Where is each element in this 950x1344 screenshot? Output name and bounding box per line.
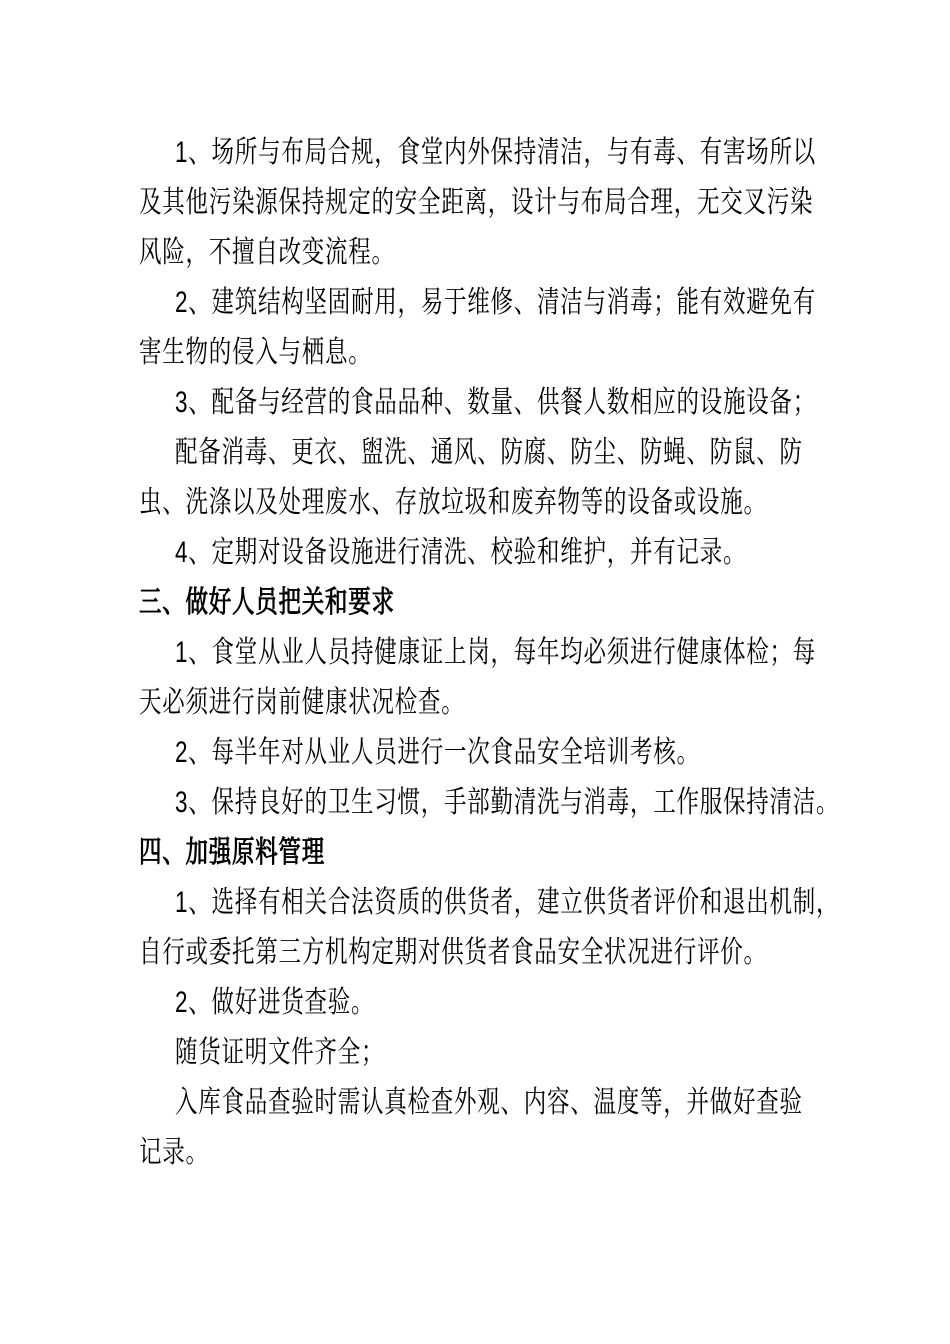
- paragraph: [139, 978, 829, 1028]
- text-line: 自行或委托第三方机构定期对供货者食品安全状况进行评价。: [139, 936, 767, 969]
- text-line: 3、保持良好的卫生习惯，手部勤清洗与消毒，工作服保持清洁。: [175, 786, 840, 819]
- text-line: 配备消毒、更衣、盥洗、通风、防腐、防尘、防蝇、防鼠、防: [175, 436, 803, 469]
- paragraph: [139, 278, 829, 378]
- paragraph: [139, 378, 829, 428]
- text-line: 2、做好进货查验。: [175, 986, 375, 1019]
- text-line: 天必须进行岗前健康状况检查。: [139, 686, 465, 719]
- paragraph: [139, 428, 829, 528]
- paragraph: [139, 628, 829, 728]
- section-heading: [139, 578, 829, 628]
- heading-line: 四、加强原料管理: [139, 836, 325, 869]
- text-line: 2、建筑结构坚固耐用，易于维修、清洁与消毒；能有效避免有: [175, 286, 817, 319]
- document-content: [139, 128, 840, 1178]
- text-line: 记录。: [139, 1136, 209, 1169]
- section-heading: [139, 828, 829, 878]
- paragraph: [139, 128, 829, 278]
- text-line: 2、每半年对从业人员进行一次食品安全培训考核。: [175, 736, 700, 769]
- text-line: 及其他污染源保持规定的安全距离，设计与布局合理，无交叉污染: [139, 186, 814, 219]
- text-line: 1、选择有相关合法资质的供货者，建立供货者评价和退出机制，: [175, 886, 840, 919]
- paragraph: [139, 778, 840, 828]
- paragraph: [139, 1078, 829, 1178]
- text-line: 1、食堂从业人员持健康证上岗，每年均必须进行健康体检；每: [175, 636, 817, 669]
- paragraph: [139, 528, 829, 578]
- paragraph: [139, 878, 840, 978]
- paragraph: [139, 1028, 829, 1078]
- text-line: 1、场所与布局合规，食堂内外保持清洁，与有毒、有害场所以: [175, 136, 817, 169]
- text-line: 虫、洗涤以及处理废水、存放垃圾和废弃物等的设备或设施。: [139, 486, 767, 519]
- text-line: 3、配备与经营的食品品种、数量、供餐人数相应的设施设备；: [175, 386, 817, 419]
- text-line: 风险，不擅自改变流程。: [139, 236, 395, 269]
- heading-line: 三、做好人员把关和要求: [139, 586, 395, 619]
- text-line: 4、定期对设备设施进行清洗、校验和维护，并有记录。: [175, 536, 747, 569]
- text-line: 入库食品查验时需认真检查外观、内容、温度等，并做好查验: [175, 1086, 803, 1119]
- text-line: 害生物的侵入与栖息。: [139, 336, 372, 369]
- text-line: 随货证明文件齐全；: [175, 1036, 385, 1069]
- paragraph: [139, 728, 829, 778]
